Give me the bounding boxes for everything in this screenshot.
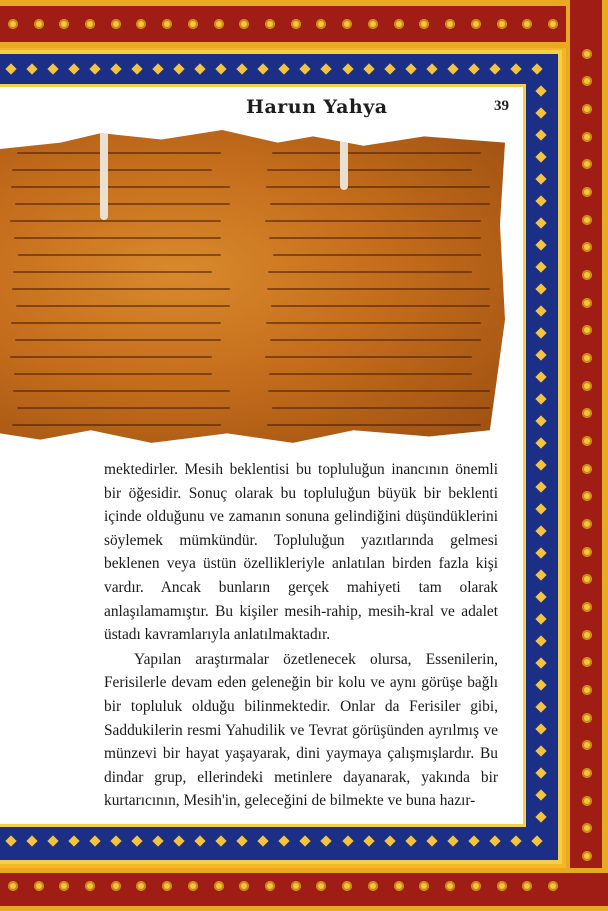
ornament xyxy=(468,63,479,74)
ornament xyxy=(136,881,146,891)
ornament xyxy=(111,19,121,29)
ornament xyxy=(237,835,248,846)
right-ornament-column xyxy=(581,40,593,870)
script-line xyxy=(15,339,221,341)
paragraph: mektedirler. Mesih beklentisi bu topluluğun inancının önemli bir öğesidir. Sonuç olarak bu topluluğun büyük bir beklenti içinde olduğunu ve zamanın sonuna gelindiğini düşündüklerini söylemek mümkündür. Topluluğun yazıtlarında gelmesi beklenen veya üstün özellikleriyle anlatılan birden fazla kişi vardır. Ancak bunların gerçek mahiyeti tam olarak anlaşılamamıştır. Bu kişiler mesih-rahip, mesih-kral ve adalet üstadı kavramlarıyla anlatılmaktadır. xyxy=(104,461,498,644)
ornament xyxy=(152,63,163,74)
ornament xyxy=(368,19,378,29)
ornament xyxy=(8,881,18,891)
ornament xyxy=(535,393,546,404)
ornament xyxy=(582,408,592,418)
script-line xyxy=(267,424,481,426)
ornament xyxy=(468,835,479,846)
ornament xyxy=(535,767,546,778)
ornament xyxy=(535,569,546,580)
script-line xyxy=(11,186,230,188)
ornament xyxy=(582,685,592,695)
ornament xyxy=(384,63,395,74)
script-line xyxy=(13,271,212,273)
ornament xyxy=(5,835,16,846)
ornament xyxy=(445,881,455,891)
ornament xyxy=(447,63,458,74)
ornament xyxy=(136,19,146,29)
ornament xyxy=(535,525,546,536)
ornament xyxy=(471,19,481,29)
ornament xyxy=(111,881,121,891)
script-line xyxy=(270,203,490,205)
script-line xyxy=(12,288,230,290)
script-line xyxy=(268,390,490,392)
ornament xyxy=(535,613,546,624)
ornament xyxy=(582,76,592,86)
ornament xyxy=(582,491,592,501)
ornament xyxy=(582,602,592,612)
ornament xyxy=(34,881,44,891)
script-line xyxy=(265,220,481,222)
ornament xyxy=(363,835,374,846)
ornament xyxy=(316,881,326,891)
ornament xyxy=(239,19,249,29)
ornament xyxy=(582,851,592,861)
ornament xyxy=(291,881,301,891)
script-line xyxy=(11,322,221,324)
ornament xyxy=(471,881,481,891)
script-line xyxy=(266,186,490,188)
ornament xyxy=(582,574,592,584)
ornament xyxy=(34,19,44,29)
ornament xyxy=(535,85,546,96)
script-line xyxy=(267,169,472,171)
ornament xyxy=(489,835,500,846)
body-text xyxy=(104,458,498,813)
ornament xyxy=(26,63,37,74)
ornament xyxy=(405,835,416,846)
ornament xyxy=(582,215,592,225)
top-ornament-row xyxy=(0,18,566,30)
ornament xyxy=(535,129,546,140)
ornament xyxy=(194,63,205,74)
ornament xyxy=(131,63,142,74)
script-line xyxy=(271,305,490,307)
ornament xyxy=(419,19,429,29)
ornament xyxy=(535,657,546,668)
ornament xyxy=(321,63,332,74)
ornament xyxy=(85,19,95,29)
ornament xyxy=(321,835,332,846)
script-line xyxy=(13,390,230,392)
ornament xyxy=(316,19,326,29)
ornament xyxy=(535,437,546,448)
script-line xyxy=(18,254,221,256)
ornament xyxy=(535,261,546,272)
ornament xyxy=(188,881,198,891)
ornament xyxy=(535,745,546,756)
ornament xyxy=(419,881,429,891)
ornament xyxy=(535,305,546,316)
ornament xyxy=(300,835,311,846)
ornament xyxy=(8,19,18,29)
ornament xyxy=(535,151,546,162)
scroll-tear xyxy=(100,130,108,220)
ornament xyxy=(497,19,507,29)
ornament xyxy=(368,881,378,891)
ornament xyxy=(215,63,226,74)
ornament xyxy=(214,19,224,29)
ornament xyxy=(394,19,404,29)
script-line xyxy=(272,152,481,154)
ornament xyxy=(279,63,290,74)
running-title: Harun Yahya xyxy=(246,96,388,118)
ornament xyxy=(110,835,121,846)
ornament xyxy=(258,63,269,74)
ornament xyxy=(89,63,100,74)
ornament xyxy=(237,63,248,74)
ornament xyxy=(291,19,301,29)
ornament xyxy=(522,19,532,29)
script-line xyxy=(17,407,230,409)
ornament xyxy=(535,415,546,426)
ornament xyxy=(535,635,546,646)
ornament xyxy=(582,796,592,806)
ornament xyxy=(342,881,352,891)
ornament xyxy=(535,283,546,294)
ornament xyxy=(582,630,592,640)
ornament xyxy=(68,63,79,74)
ornament xyxy=(582,353,592,363)
script-line xyxy=(269,373,472,375)
ornament xyxy=(582,823,592,833)
ornament xyxy=(59,881,69,891)
ornament xyxy=(548,881,558,891)
ornament xyxy=(47,63,58,74)
ornament xyxy=(535,371,546,382)
ornament xyxy=(239,881,249,891)
ornament xyxy=(59,19,69,29)
ornament xyxy=(342,19,352,29)
page-number: 39 xyxy=(494,98,509,114)
ornament xyxy=(152,835,163,846)
ornament xyxy=(582,159,592,169)
ornament xyxy=(535,217,546,228)
script-line xyxy=(272,407,490,409)
ornament xyxy=(582,547,592,557)
ornament xyxy=(582,325,592,335)
ornament xyxy=(426,835,437,846)
ornament xyxy=(300,63,311,74)
ornament xyxy=(26,835,37,846)
ornament xyxy=(497,881,507,891)
ornament xyxy=(342,63,353,74)
script-line xyxy=(266,322,481,324)
dead-sea-scroll-fragment-image xyxy=(0,130,505,446)
ornament xyxy=(531,835,542,846)
ornament xyxy=(162,19,172,29)
ornament xyxy=(535,173,546,184)
script-line xyxy=(12,169,212,171)
ornament xyxy=(535,723,546,734)
ornament xyxy=(535,701,546,712)
ornament xyxy=(535,195,546,206)
ornament xyxy=(384,835,395,846)
ornament xyxy=(162,881,172,891)
ornament xyxy=(548,19,558,29)
ornament xyxy=(582,464,592,474)
ornament xyxy=(342,835,353,846)
ornament xyxy=(582,436,592,446)
ornament xyxy=(535,679,546,690)
ornament xyxy=(535,591,546,602)
blue-right-ornament-column xyxy=(536,80,546,828)
ornament xyxy=(535,107,546,118)
ornament xyxy=(489,63,500,74)
script-line xyxy=(267,288,490,290)
script-line xyxy=(265,356,472,358)
bottom-ornament-row xyxy=(0,880,566,892)
script-line xyxy=(273,254,481,256)
ornament xyxy=(85,881,95,891)
ornament xyxy=(582,381,592,391)
script-line xyxy=(14,237,221,239)
ornament xyxy=(510,63,521,74)
script-line xyxy=(270,339,481,341)
ornament xyxy=(582,298,592,308)
ornament xyxy=(582,768,592,778)
ornament xyxy=(582,187,592,197)
ornament xyxy=(426,63,437,74)
ornament xyxy=(445,19,455,29)
ornament xyxy=(535,503,546,514)
ornament xyxy=(188,19,198,29)
script-line xyxy=(16,305,230,307)
ornament xyxy=(89,835,100,846)
script-line xyxy=(10,356,212,358)
ornament xyxy=(535,811,546,822)
ornament xyxy=(531,63,542,74)
script-line xyxy=(10,220,221,222)
ornament xyxy=(363,63,374,74)
script-line xyxy=(268,271,472,273)
script-line xyxy=(15,203,230,205)
ornament xyxy=(510,835,521,846)
ornament xyxy=(582,713,592,723)
ornament xyxy=(582,49,592,59)
ornament xyxy=(68,835,79,846)
ornament xyxy=(258,835,269,846)
ornament xyxy=(582,657,592,667)
ornament xyxy=(405,63,416,74)
ornament xyxy=(535,239,546,250)
ornament xyxy=(582,104,592,114)
ornament xyxy=(535,481,546,492)
ornament xyxy=(394,881,404,891)
script-line xyxy=(12,424,221,426)
ornament xyxy=(5,63,16,74)
blue-bottom-ornament-row xyxy=(0,836,548,846)
ornament xyxy=(214,881,224,891)
script-line xyxy=(14,373,212,375)
script-line xyxy=(269,237,481,239)
ornament xyxy=(194,835,205,846)
ornament xyxy=(582,740,592,750)
ornament xyxy=(265,881,275,891)
paragraph: Yapılan araştırmalar özetlenecek olursa, Essenilerin, Ferisilerle devam eden geleneğin bir kolu ve aynı görüşe bağlı bir topluluk olduğu bilinmektedir. Onlar da Ferisiler gibi, Saddukilerin resmi Yahudilik ve Tevrat görüşünden ayrılmış ve münzevi bir hayat yaşayarak, dini yaymaya çalışmışlardır. Bu dindar grup, ellerindeki metinlere dayanarak, yakında bir kurtarıcının, Mesih'in, geleceğini de bilmekte ve buna hazır- xyxy=(104,650,498,810)
ornament xyxy=(447,835,458,846)
ornament xyxy=(265,19,275,29)
ornament xyxy=(131,835,142,846)
ornament xyxy=(582,132,592,142)
script-line xyxy=(17,152,221,154)
ornament xyxy=(279,835,290,846)
ornament xyxy=(535,789,546,800)
ornament xyxy=(535,349,546,360)
ornament xyxy=(582,242,592,252)
ornament xyxy=(535,547,546,558)
ornament xyxy=(47,835,58,846)
ornament xyxy=(215,835,226,846)
ornament xyxy=(535,327,546,338)
ornament xyxy=(522,881,532,891)
ornament xyxy=(535,459,546,470)
ornament xyxy=(173,63,184,74)
ornament xyxy=(582,270,592,280)
ornament xyxy=(582,519,592,529)
ornament xyxy=(173,835,184,846)
ornament xyxy=(110,63,121,74)
blue-top-ornament-row xyxy=(0,64,548,74)
